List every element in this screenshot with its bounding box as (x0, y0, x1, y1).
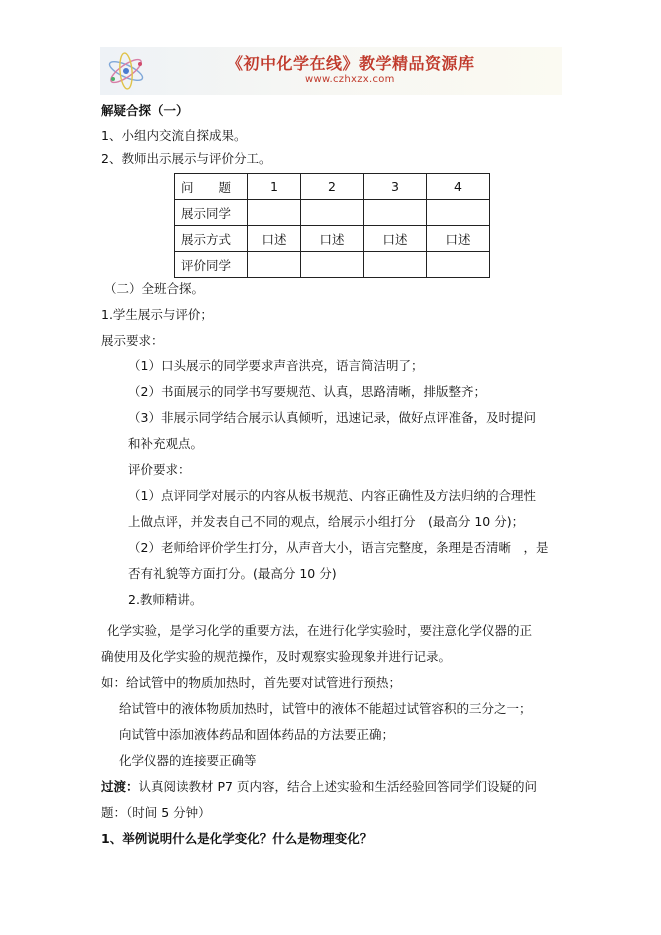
table-cell (248, 252, 301, 278)
table-cell: 口述 (427, 226, 490, 252)
paragraph-line: 化学实验，是学习化学的重要方法，在进行化学实验时，要注意化学仪器的正 (107, 623, 533, 638)
transition-line: 题：（时间 5 分钟） (101, 805, 211, 820)
example-line: 如：给试管中的物质加热时，首先要对试管进行预热； (101, 675, 402, 690)
row-label: 评价同学 (175, 252, 248, 278)
table-cell: 口述 (301, 226, 364, 252)
question-line: 1、举例说明什么是化学变化？什么是物理变化？ (101, 831, 373, 846)
table-cell (301, 200, 364, 226)
example-line: 向试管中添加液体药品和固体药品的方法要正确； (119, 727, 395, 742)
table-cell (364, 252, 427, 278)
table-header-cell: 3 (364, 174, 427, 200)
table-row (175, 200, 490, 226)
table-header-row (175, 174, 490, 200)
table-cell (427, 200, 490, 226)
evaluation-line: （1）点评同学对展示的内容从板书规范、内容正确性及方法归纳的合理性 (128, 488, 536, 503)
list-item: 1、小组内交流自探成果。 (101, 128, 247, 143)
section-heading: （二）全班合探。 (104, 281, 205, 296)
requirement-title: 展示要求： (101, 333, 164, 348)
transition-text: 认真阅读教材 P7 页内容，结合上述实验和生活经验回答同学们设疑的问 (138, 779, 537, 794)
requirement-line: 和补充观点。 (128, 436, 204, 451)
requirement-line: （2）书面展示的同学书写要规范、认真，思路清晰，排版整齐； (128, 384, 486, 399)
list-item: 2、教师出示展示与评价分工。 (101, 151, 272, 166)
example-line: 化学仪器的连接要正确等 (119, 753, 257, 768)
requirement-line: （1）口头展示的同学要求声音洪亮，语言简洁明了； (128, 358, 424, 373)
table-header-cell: 2 (301, 174, 364, 200)
table-cell (364, 200, 427, 226)
evaluation-title: 评价要求： (128, 462, 191, 477)
evaluation-line: （2）老师给评价学生打分，从声音大小，语言完整度，条理是否清晰 ，是 (128, 540, 549, 555)
table-row (175, 252, 490, 278)
atom-logo-icon (104, 51, 148, 91)
table-header-cell: 4 (427, 174, 490, 200)
table-row (175, 226, 490, 252)
evaluation-line: 上做点评，并发表自己不同的观点，给展示小组打分 (最高分 10 分)； (128, 514, 525, 529)
table-cell: 口述 (364, 226, 427, 252)
division-table (174, 173, 490, 278)
row-label: 展示方式 (175, 226, 248, 252)
banner-url: www.czhxzx.com (305, 74, 395, 85)
header-banner (100, 47, 562, 95)
evaluation-line: 否有礼貌等方面打分。(最高分 10 分) (128, 566, 337, 581)
table-cell: 口述 (248, 226, 301, 252)
table-cell (248, 200, 301, 226)
transition-label: 过渡： (101, 779, 139, 794)
table-header-cell: 1 (248, 174, 301, 200)
table-header-cell: 问 题 (175, 174, 248, 200)
row-label: 展示同学 (175, 200, 248, 226)
table-cell (427, 252, 490, 278)
list-item: 1.学生展示与评价； (101, 307, 213, 322)
table-cell (301, 252, 364, 278)
example-line: 给试管中的液体物质加热时，试管中的液体不能超过试管容积的三分之一； (119, 701, 532, 716)
requirement-line: （3）非展示同学结合展示认真倾听，迅速记录，做好点评准备，及时提问 (128, 410, 536, 425)
paragraph-line: 确使用及化学实验的规范操作，及时观察实验现象并进行记录。 (101, 649, 452, 664)
banner-title: 《初中化学在线》教学精品资源库 (227, 54, 475, 73)
list-item: 2.教师精讲。 (128, 592, 203, 607)
section-heading: 解疑合探（一） (101, 103, 189, 118)
transition-line (101, 777, 537, 795)
